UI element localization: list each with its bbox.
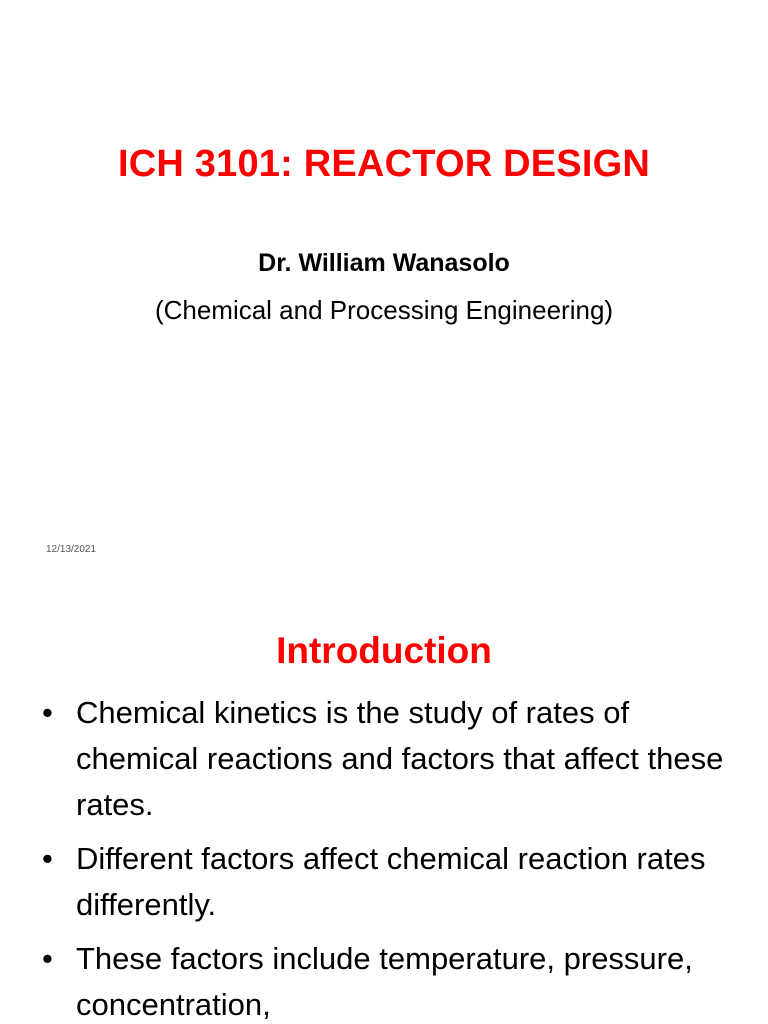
bullet-list	[40, 690, 740, 1024]
slide-date: 12/13/2021	[46, 544, 97, 555]
bullet-text: Chemical kinetics is the study of rates of chemical reactions and factors that affect these rates.	[76, 695, 724, 822]
bullet-item	[40, 836, 740, 928]
bullet-item	[40, 936, 740, 1024]
bullet-icon: •	[42, 841, 53, 876]
bullet-item	[40, 690, 740, 828]
slide-title: Introduction	[276, 630, 492, 671]
bullet-text: These factors include temperature, pressure, concentration,	[76, 941, 693, 1022]
slide-title: ICH 3101: REACTOR DESIGN	[118, 143, 650, 185]
introduction-slide	[0, 576, 768, 1024]
bullet-text: Different factors affect chemical reaction rates differently.	[76, 841, 706, 922]
department-name: (Chemical and Processing Engineering)	[154, 295, 614, 325]
bullet-icon: •	[42, 941, 53, 976]
author-name: Dr. William Wanasolo	[258, 249, 510, 277]
bullet-icon: •	[42, 695, 53, 730]
